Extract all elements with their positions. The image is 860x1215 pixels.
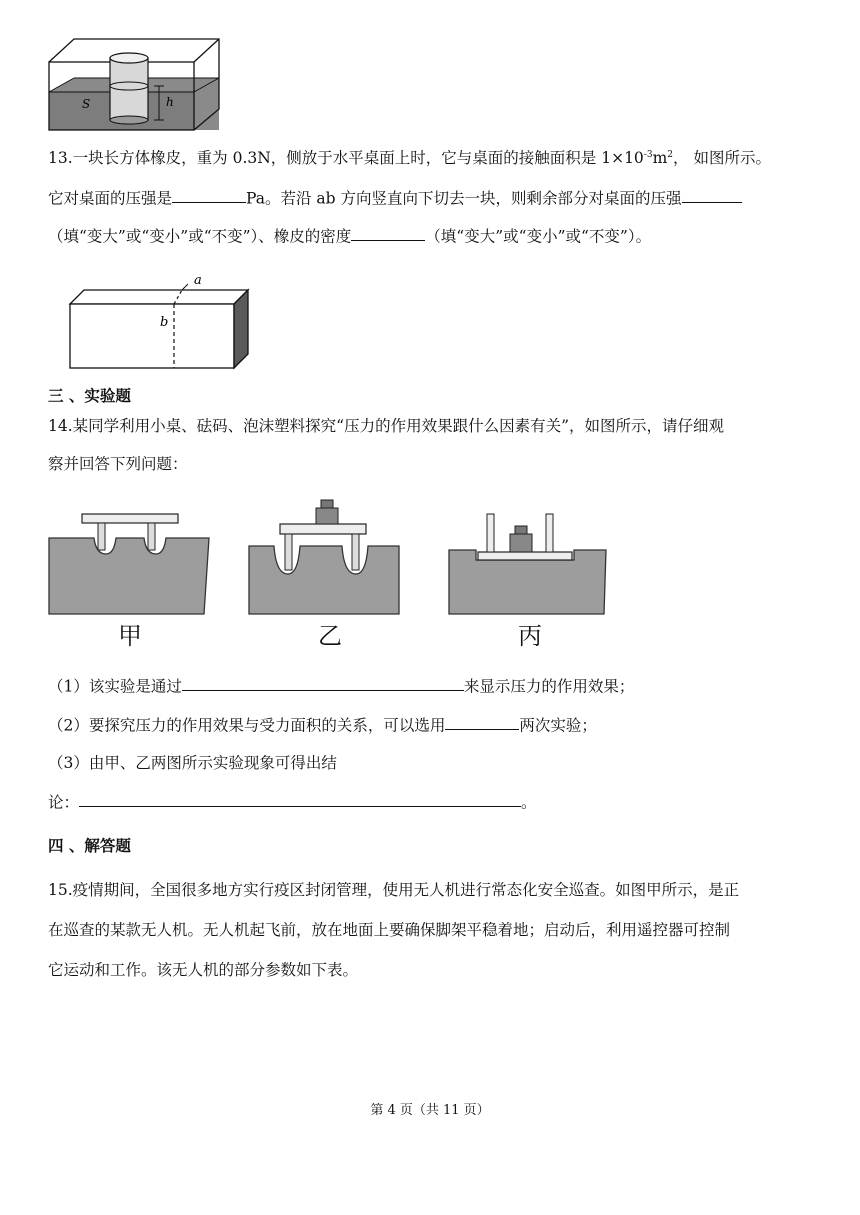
caption-yi: 乙 [318,622,342,650]
blank [172,186,246,203]
experiment-yi [249,500,399,614]
q14-line2: 察并回答下列问题： [48,455,188,473]
caption-jia: 甲 [118,622,142,650]
blank [682,186,742,203]
experiment-bing [449,514,606,614]
q13-line2: 它对桌面的压强是 Pa。若沿 ab 方向竖直向下切去一块，则剩余部分对桌面的压强 [48,186,742,208]
section-4-title: 四 、解答题 [48,836,131,855]
q14-part1: （1）该实验是通过 来显示压力的作用效果； [48,674,634,696]
eraser-label-a: a [194,273,202,288]
section-3-title: 三 、实验题 [48,386,131,405]
q14-part2: （2）要探究压力的作用效果与受力面积的关系，可以选用 两次实验； [48,713,597,735]
tank-label-h: h [166,95,174,109]
q15-line3: 它运动和工作。该无人机的部分参数如下表。 [48,961,359,979]
q14-part3-answer: 论： 。 [48,790,537,812]
q13-line3: （填“变大”或“变小”或“不变”）、橡皮的密度 （填“变大”或“变小”或“不变”）。 [48,224,651,246]
q15-line2: 在巡查的某款无人机。无人机起飞前，放在地面上要确保脚架平稳着地；启动后，利用遥控器可控制 [48,921,731,939]
blank [79,790,521,807]
page-footer: 第 4 页（共 11 页） [370,1103,490,1118]
blank [351,224,425,241]
q14-part3: （3）由甲、乙两图所示实验现象可得出结 [48,754,337,772]
eraser-label-b: b [160,315,169,330]
q15-line1: 15.疫情期间，全国很多地方实行疫区封闭管理，使用无人机进行常态化安全巡查。如图甲所示，是正 [48,881,740,899]
q13-line1: 13.一块长方体橡皮，重为 0.3N，侧放于水平桌面上时，它与桌面的接触面积是 $1\times 10^{-3}m^2$， 如图所示。 [48,149,771,167]
experiment-jia [49,514,209,614]
eraser-figure [64,268,264,374]
blank [182,674,464,691]
tank-figure [44,34,224,134]
q14-line1: 14.某同学利用小桌、砝码、泡沫塑料探究“压力的作用效果跟什么因素有关”，如图所示，请仔细观 [48,417,725,435]
blank [445,713,519,730]
tank-label-s: S [82,97,91,111]
caption-bing: 丙 [518,622,542,650]
